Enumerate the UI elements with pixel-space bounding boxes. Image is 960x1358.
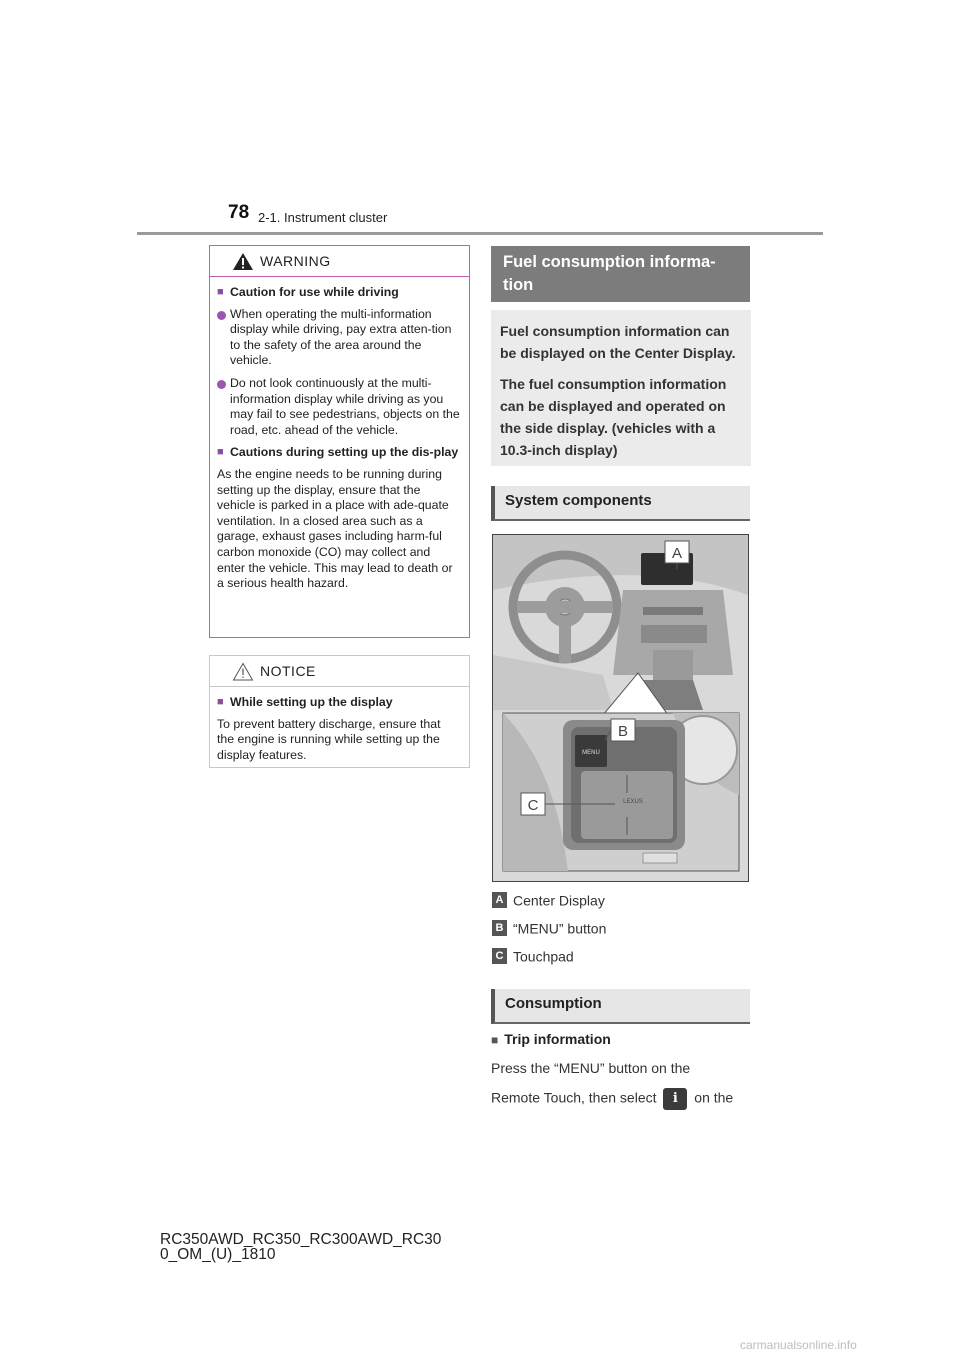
callout-a: A <box>671 545 683 562</box>
fuel-desc-2: The fuel consumption information can be displayed and operated on the side display. (vehicles with a 10.3-inch display) <box>500 376 727 458</box>
legend-tag: C <box>492 948 507 964</box>
system-illustration <box>492 534 749 882</box>
warning-bullet: Do not look continuously at the multi-information display while driving as you may fail to see pedestrians, objects on the road, etc. ahead of the vehicle. <box>217 376 461 438</box>
notice-title: NOTICE <box>260 663 316 679</box>
notice-subhead: ■ While setting up the display <box>217 695 461 711</box>
trip-instruction-line1: Press the “MENU” button on the <box>491 1060 691 1076</box>
legend-label: Touchpad <box>513 948 574 965</box>
system-components-heading: System components <box>491 486 750 521</box>
menu-key-label: MENU <box>582 750 600 756</box>
warning-subhead-driving: ■ Caution for use while driving <box>217 285 461 301</box>
dashboard-illustration <box>493 535 748 881</box>
warning-bullet: When operating the multi-information display while driving, pay extra atten-tion to the safety of the area around the vehicle. <box>217 307 461 369</box>
legend-row-center-display <box>492 891 605 908</box>
callout-b: B <box>617 723 629 740</box>
section-title: 2-1. Instrument cluster <box>258 210 388 225</box>
legend-label: “MENU” button <box>513 920 607 937</box>
page-number: 78 <box>228 202 250 223</box>
fuel-desc-1: Fuel consumption information can be displayed on the Center Display. <box>500 323 736 361</box>
watermark: carmanualsonline.info <box>740 1338 857 1352</box>
trip-instruction-line2: Remote Touch, then select i on the <box>491 1088 733 1110</box>
legend-tag: B <box>492 920 507 936</box>
notice-paragraph: To prevent battery discharge, ensure that the engine is running while setting up the display features. <box>217 716 441 762</box>
warning-icon <box>232 252 254 271</box>
warning-subhead-setup: ■ Cautions during setting up the dis-play <box>217 445 461 461</box>
bullet-square-icon: ■ <box>491 1033 499 1047</box>
notice-box <box>209 655 470 768</box>
notice-header <box>210 656 469 687</box>
document-code: RC350AWD_RC350_RC300AWD_RC30 0_OM_(U)_1810 <box>160 1231 442 1263</box>
legend-row-touchpad <box>492 947 574 964</box>
legend-row-menu-button <box>492 919 606 936</box>
legend-tag: A <box>492 892 507 908</box>
warning-title: WARNING <box>260 253 331 269</box>
touchpad-brand: LEXUS <box>623 799 643 805</box>
fuel-description <box>491 310 751 466</box>
warning-header <box>210 246 469 277</box>
fuel-consumption-heading: Fuel consumption informa-tion <box>491 246 750 302</box>
notice-icon <box>232 662 254 681</box>
consumption-heading: Consumption <box>491 989 750 1024</box>
info-icon: i <box>663 1088 687 1110</box>
legend-label: Center Display <box>513 892 605 909</box>
callout-c: C <box>527 797 539 814</box>
header-rule <box>137 232 823 235</box>
warning-box <box>209 245 470 638</box>
trip-information-heading: ■ Trip information <box>491 1031 611 1047</box>
warning-paragraph: As the engine needs to be running during setting up the display, ensure that the vehicle is parked in a place with ade-quate ventilation. In a closed area such as a garage, exhaust gases including harm-ful carbon monoxide (CO) may collect and enter the vehicle. This may lead to death or a serious health hazard. <box>217 466 453 591</box>
